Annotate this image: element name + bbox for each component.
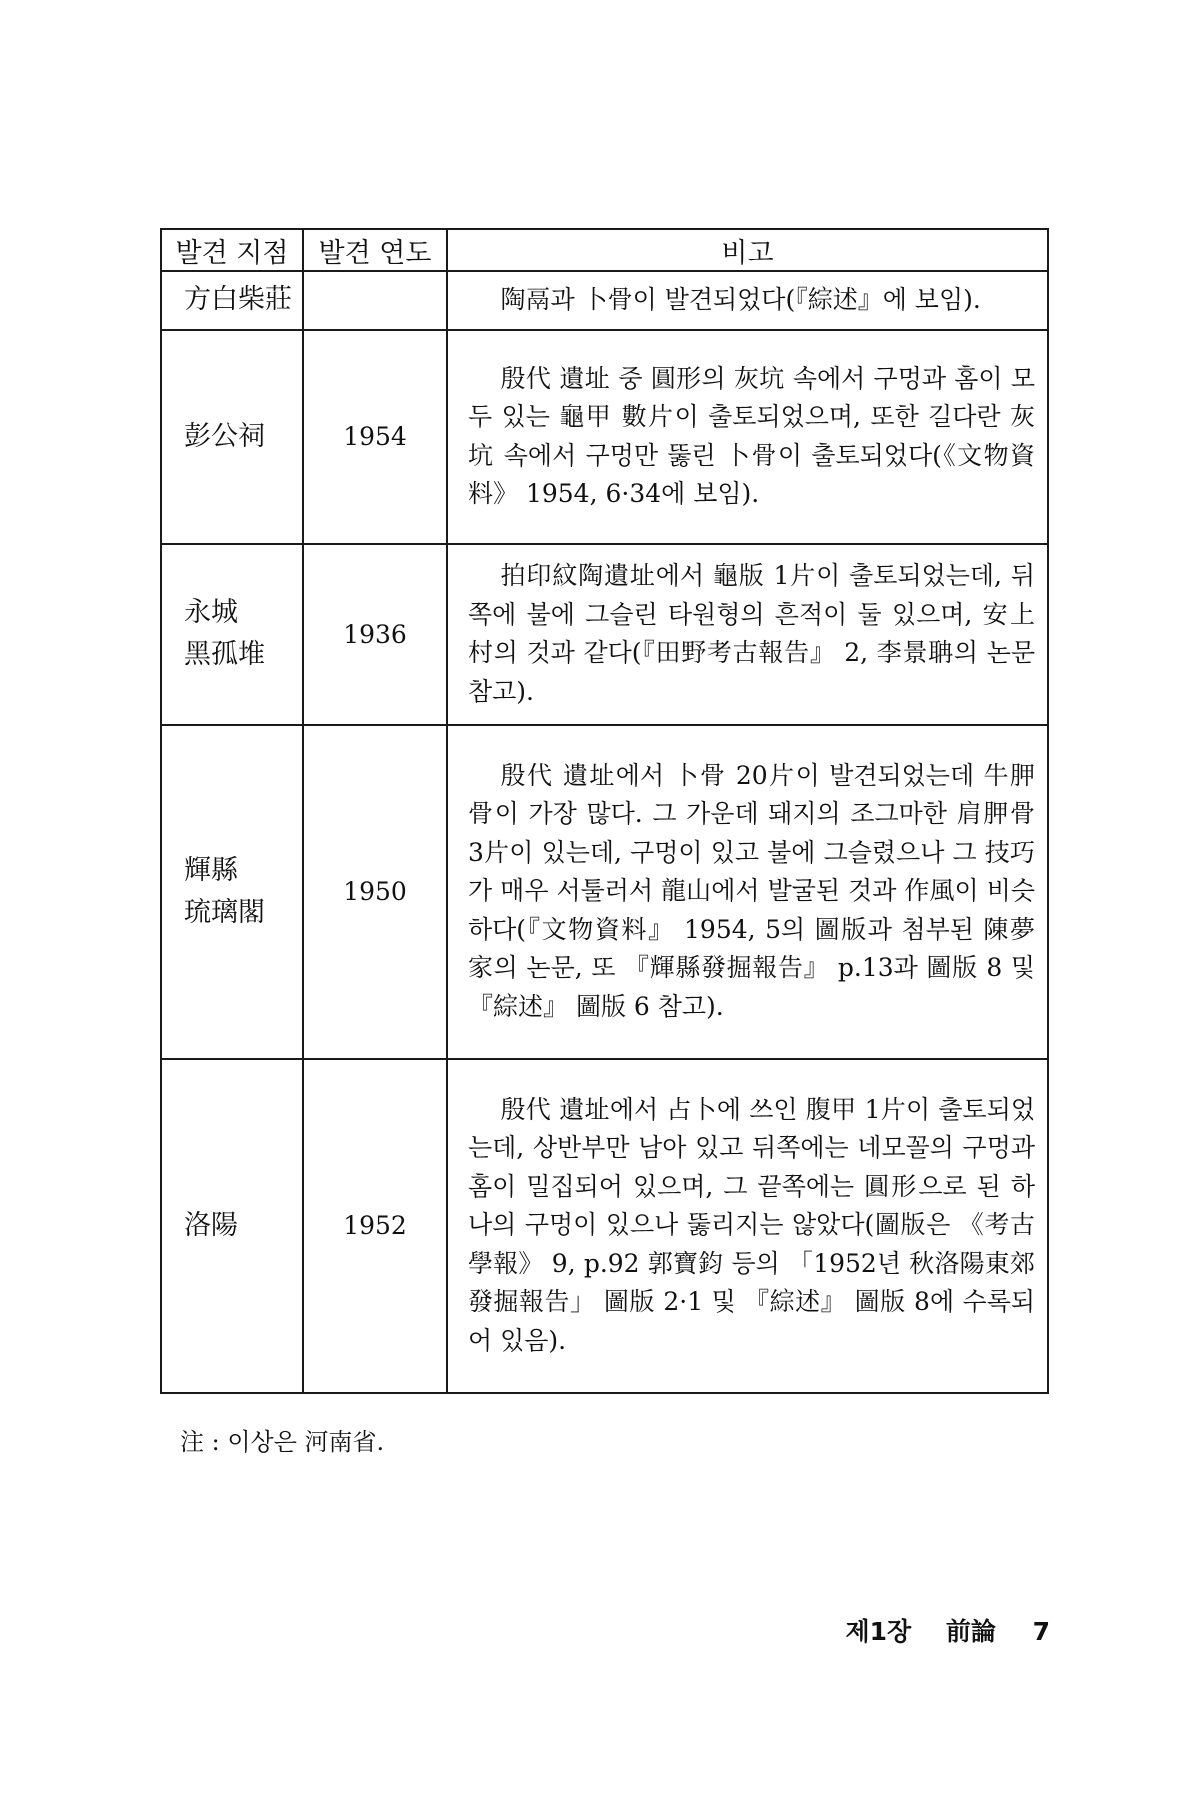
page-number: 7: [1032, 1617, 1050, 1646]
header-note: 비고: [447, 229, 1048, 271]
table-row: [161, 725, 1048, 1059]
table-row: [161, 271, 1048, 330]
note-cell: [447, 544, 1048, 725]
table-row: [161, 1059, 1048, 1393]
year-text: 1954: [343, 422, 407, 451]
page-footer: [845, 1612, 1050, 1648]
location-text: 永城 黑孤堆: [184, 597, 265, 670]
year-text: 1952: [343, 1211, 407, 1240]
table-header-row: [161, 229, 1048, 271]
location-text: 方白柴莊: [184, 284, 292, 316]
location-cell: [161, 330, 303, 544]
year-cell: [303, 330, 447, 544]
location-text: 洛陽: [184, 1209, 238, 1241]
header-year: 발견 연도: [303, 229, 447, 271]
year-cell: [303, 1059, 447, 1393]
location-cell: [161, 544, 303, 725]
location-cell: [161, 725, 303, 1059]
note-cell: [447, 330, 1048, 544]
chapter-title: 前論: [945, 1617, 996, 1646]
table-footnote: 注 : 이상은 河南省.: [180, 1428, 385, 1456]
note-cell: [447, 725, 1048, 1059]
year-text: 1950: [343, 877, 407, 906]
note-text: 陶鬲과 卜骨이 발견되었다(『綜述』에 보임).: [500, 285, 981, 314]
note-text: 殷代 遺址에서 占卜에 쓰인 腹甲 1片이 출토되었는데, 상반부만 남아 있고 뒤쪽에는 네모꼴의 구멍과 홈이 밀집되어 있으며, 그 끝쪽에는 圓形으로 된 하나의 구멍이 있으나 뚫리지는 않았다(圖版은 《考古學報》 9, p.92 郭寶鈞 등의 「1952년 秋洛陽東郊發掘報告」 圖版 2·1 및 『綜述』 圖版 8에 수록되어 있음).: [468, 1094, 1035, 1355]
chapter-label: 제1장: [845, 1617, 912, 1646]
year-text: 1936: [343, 619, 407, 649]
note-text: 殷代 遺址에서 卜骨 20片이 발견되었는데 牛胛骨이 가장 많다. 그 가운데 돼지의 조그마한 肩胛骨 3片이 있는데, 구멍이 있고 불에 그슬렸으나 그 技巧가 매우 서툴러서 龍山에서 발굴된 것과 作風이 비슷하다(『文物資料』 1954, 5의 圖版과 첨부된 陳夢家의 논문, 또 『輝縣發掘報告』 p.13과 圖版 8 및 『綜述』 圖版 6 참고).: [468, 760, 1035, 1021]
table-row: [161, 544, 1048, 725]
year-cell: [303, 271, 447, 330]
note-cell: [447, 271, 1048, 330]
header-location: 발견 지점: [161, 229, 303, 271]
location-cell: [161, 1059, 303, 1393]
year-cell: [303, 725, 447, 1059]
note-text: 拍印紋陶遺址에서 龜版 1片이 출토되었는데, 뒤쪽에 불에 그슬린 타원형의 흔적이 둘 있으며, 安上村의 것과 같다(『田野考古報告』 2, 李景聃의 논문 참고).: [468, 561, 1035, 706]
discovery-table: [160, 228, 1049, 1394]
location-text: 彭公祠: [184, 420, 265, 452]
location-cell: [161, 271, 303, 330]
note-cell: [447, 1059, 1048, 1393]
year-cell: [303, 544, 447, 725]
note-text: 殷代 遺址 중 圓形의 灰坑 속에서 구멍과 홈이 모두 있는 龜甲 數片이 출토되었으며, 또한 길다란 灰坑 속에서 구멍만 뚫린 卜骨이 출토되었다(《文物資料》 1954, 6·34에 보임).: [468, 363, 1035, 508]
table-row: [161, 330, 1048, 544]
location-text: 輝縣 琉璃閣: [184, 854, 265, 928]
